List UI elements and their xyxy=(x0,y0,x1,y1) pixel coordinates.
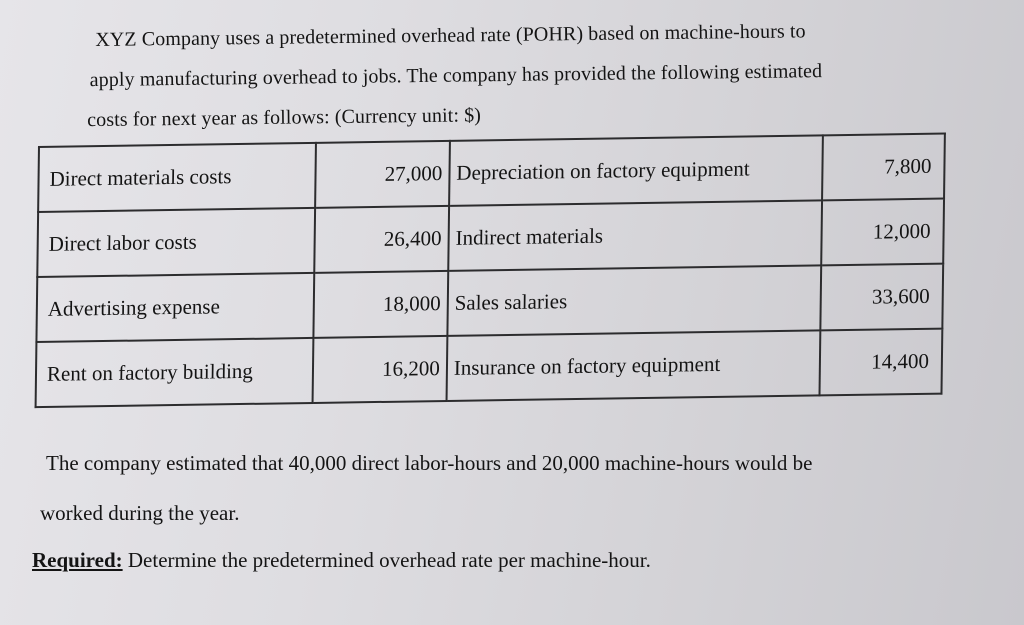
cost-label: Rent on factory building xyxy=(36,338,314,407)
table-row xyxy=(36,329,943,407)
cost-label: Insurance on factory equipment xyxy=(446,330,820,401)
cost-label: Sales salaries xyxy=(447,265,821,336)
cost-label: Direct labor costs xyxy=(37,208,315,277)
cost-value: 7,800 xyxy=(822,134,945,201)
cost-value: 33,600 xyxy=(820,264,943,331)
cost-value: 18,000 xyxy=(314,271,448,338)
cost-value: 14,400 xyxy=(819,329,942,396)
cost-label: Direct materials costs xyxy=(38,143,316,212)
cost-label: Indirect materials xyxy=(448,200,822,271)
estimate-line-1: The company estimated that 40,000 direct labor-hours and 20,000 machine-hours would be xyxy=(46,451,813,475)
cost-table xyxy=(35,133,946,409)
cost-value: 27,000 xyxy=(315,141,449,208)
intro-line-2: apply manufacturing overhead to jobs. The company has provided the following estimated xyxy=(89,60,823,92)
intro-line-1: XYZ Company uses a predetermined overhead rate (POHR) based on machine-hours to xyxy=(95,20,806,51)
cost-value: 16,200 xyxy=(313,336,447,403)
estimate-paragraph xyxy=(40,438,813,538)
intro-line-3: costs for next year as follows: (Currency unit: $) xyxy=(87,104,482,132)
required-text: Determine the predetermined overhead rate per machine-hour. xyxy=(122,548,651,572)
estimate-line-2: worked during the year. xyxy=(40,501,240,525)
required-label: Required: xyxy=(32,548,123,572)
cost-label: Depreciation on factory equipment xyxy=(449,135,823,206)
cost-label: Advertising expense xyxy=(36,273,314,342)
required-paragraph xyxy=(32,548,651,573)
cost-value: 26,400 xyxy=(315,206,449,273)
cost-value: 12,000 xyxy=(821,199,944,266)
intro-paragraph xyxy=(87,11,823,140)
